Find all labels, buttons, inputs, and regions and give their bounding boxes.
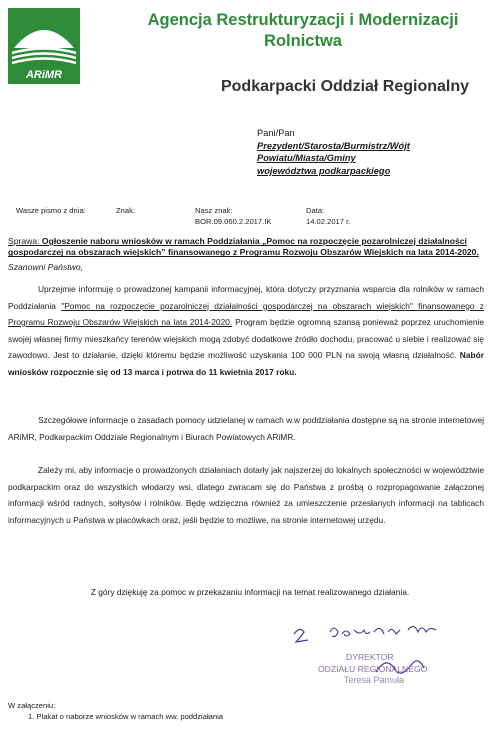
ref-date xyxy=(306,206,350,227)
p1-deadline: Nabór wniosków rozpocznie się od 13 marca i potrwa do 11 kwietnia 2017 roku. xyxy=(8,350,484,377)
subject-text: Ogłoszenie naboru wniosków w ramach Poddziałania „Pomoc na rozpoczęcie pozarolniczej działalności gospodarczej na obszarach wiejskich” finansowanego z Programu Rozwoju Obszarów Wiejskich na lata 2014-2020. xyxy=(8,236,479,258)
p1-details: Program będzie ogromną szansą ponieważ poprzez uruchomienie swojej własnej firmy mieszkańcy terenów wiejskich mogą zdobyć dodatkowe źródło dochodu, pracować u siebie i realizować się zawodowo. Jest to działanie, dzięki któremu będzie możliwość uzyskania 100 000 PLN na swoją własną działalność. xyxy=(8,317,484,360)
body-paragraph-2 xyxy=(8,412,484,445)
ref-your-letter xyxy=(16,206,86,217)
logo-text: ARiMR xyxy=(25,69,63,81)
body-paragraph-3 xyxy=(8,462,484,528)
ref-our-sign xyxy=(195,206,271,227)
closing-thanks: Z góry dziękuję za pomoc w przekazaniu informacji na temat realizowanego działania. xyxy=(90,587,410,597)
agency-name xyxy=(118,10,488,52)
body-paragraph-1 xyxy=(8,281,484,380)
p1-intro: Uprzejmie informuję o prowadzonej kampanii informacyjnej, która dotyczy przyznania wsparcia dla rolników w ramach Poddziałania xyxy=(8,284,484,311)
ref-sign-label: Znak: xyxy=(116,206,135,215)
p1-program-name: "Pomoc na rozpoczęcie pozarolniczej działalności gospodarczej na obszarach wiejskich" finansowanego z Programu Rozwoju Obszarów Wiejskich na lata 2014-2020. xyxy=(8,300,484,327)
ref-our-sign-value: BOR.09.060.2.2017.IK xyxy=(195,216,272,226)
ref-our-sign-label: Nasz znak: xyxy=(195,206,233,215)
stamp-office: ODZIAŁU REGIONALNEGO xyxy=(318,663,428,674)
attachment-item: 1. Plakat o naborze wniosków w ramach ww. poddziałania xyxy=(28,712,224,721)
ref-date-value: 14.02.2017 r. xyxy=(306,216,351,226)
subject-line xyxy=(8,236,492,259)
addressee-line2: Powiatu/Miasta/Gminy xyxy=(257,153,356,164)
subject-label: Sprawa: xyxy=(8,236,40,246)
ref-sign xyxy=(116,206,135,217)
attachments-label: W załączeniu: xyxy=(8,701,56,710)
ref-date-label: Data: xyxy=(306,206,325,215)
greeting: Szanowni Państwo, xyxy=(8,262,83,272)
ref-your-letter-label: Wasze pismo z dnia: xyxy=(16,206,86,215)
stamp-name: Teresa Pamuła xyxy=(344,675,405,685)
stamp-title: DYREKTOR xyxy=(346,652,394,662)
regional-office-title: Podkarpacki Oddział Regionalny xyxy=(220,78,470,95)
attachments xyxy=(8,700,223,722)
addressee-block xyxy=(257,127,477,177)
p3-text: Zależy mi, aby informacje o prowadzonych działaniach dotarły jak najszerzej do lokalnych społeczności w województwie podkarpackim oraz do wszystkich włodarzy wsi, dlatego zwracam się do Państwa z prośbą o rozpropagowanie załączonej informacji wśród radnych, sołtysów i rolników. Będę wdzięczna również za umieszczenie przesłanych informacji na tablicach informacyjnych u Państwa w placówkach oraz, jeśli będzie to możliwe, na stronie internetowej urzędu. xyxy=(8,465,484,525)
addressee-line3: województwa podkarpackiego xyxy=(257,165,391,176)
addressee-line1: Prezydent/Starosta/Burmistrz/Wójt xyxy=(257,140,410,151)
director-stamp xyxy=(318,652,427,687)
agency-name-line1: Agencja Restrukturyzacji i Modernizacji xyxy=(147,11,459,29)
arimr-logo xyxy=(8,8,80,84)
p2-text: Szczegółowe informacje o zasadach pomocy udzielanej w ramach w.w poddziałania dostępne są na stronie internetowej ARiMR, Podkarpackim Oddziale Regionalnym i Biurach Powiatowych ARiMR. xyxy=(8,415,484,442)
agency-name-line2: Rolnictwa xyxy=(264,32,342,50)
addressee-salutation: Pani/Pan xyxy=(257,128,295,138)
